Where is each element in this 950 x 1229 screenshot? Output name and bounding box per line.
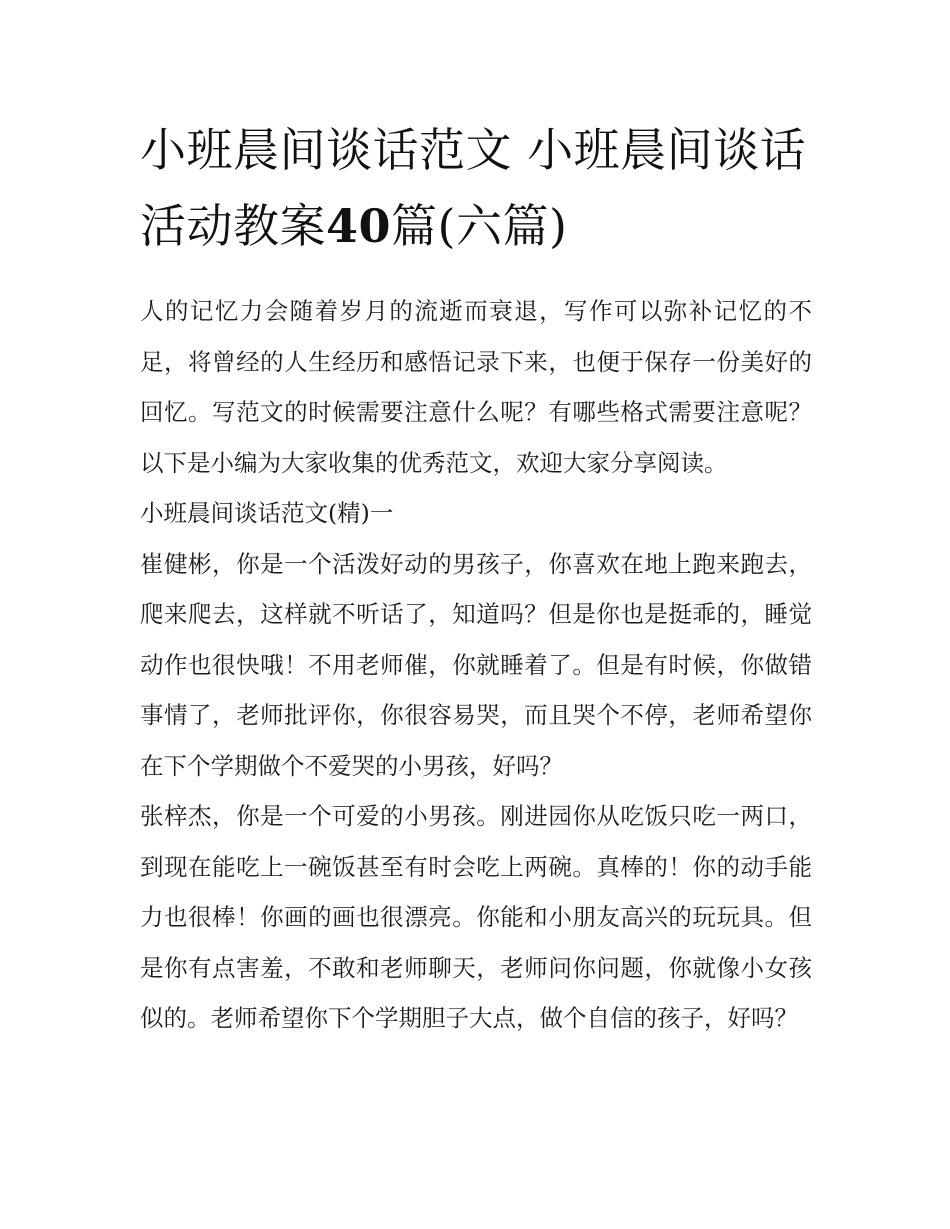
body-paragraph: 崔健彬，你是一个活泼好动的男孩子，你喜欢在地上跑来跑去，爬来爬去，这样就不听话了，知道吗？但是你也是挺乖的，睡觉动作也很快哦！不用老师催，你就睡着了。但是有时候，你做错事情了，老师批评你，你很容易哭，而且哭个不停，老师希望你在下个学期做个不爱哭的小男孩，好吗？ <box>140 549 812 780</box>
document-page <box>140 112 812 1044</box>
intro-paragraph: 人的记忆力会随着岁月的流逝而衰退，写作可以弥补记忆的不足，将曾经的人生经历和感悟记录下来，也便于保存一份美好的回忆。写范文的时候需要注意什么呢？有哪些格式需要注意呢？以下是小编为大家收集的优秀范文，欢迎大家分享阅读。 <box>140 297 812 477</box>
body-paragraph: 张梓杰，你是一个可爱的小男孩。刚进园你从吃饭只吃一两口，到现在能吃上一碗饭甚至有时会吃上两碗。真棒的！你的动手能力也很棒！你画的画也很漂亮。你能和小朋友高兴的玩玩具。但是你有点害羞，不敢和老师聊天，老师问你问题，你就像小女孩似的。老师希望你下个学期胆子大点，做个自信的孩子，好吗？ <box>140 802 812 1032</box>
title-text-part2: 篇(六篇) <box>391 199 568 253</box>
title-text-part1: 小班晨间谈话范文 小班晨间谈话活动教案 <box>140 123 807 253</box>
title-number: 40 <box>326 199 392 253</box>
document-body <box>140 286 812 1044</box>
document-title <box>140 112 812 264</box>
section-heading: 小班晨间谈话范文(精)一 <box>140 499 394 527</box>
